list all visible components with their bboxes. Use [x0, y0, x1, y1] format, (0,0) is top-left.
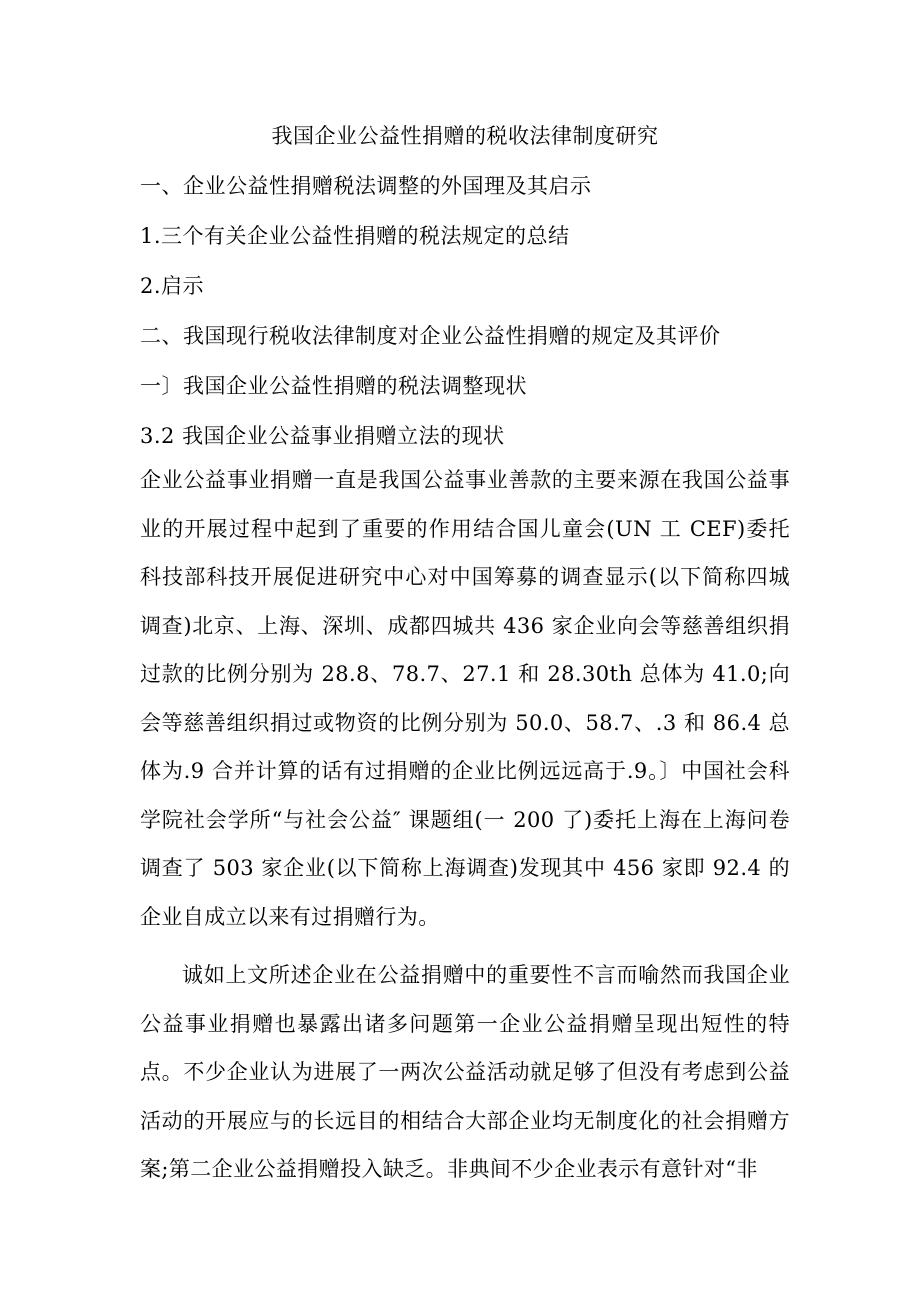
body-paragraph-2: 诚如上文所述企业在公益捐赠中的重要性不言而喻然而我国企业公益事业捐赠也暴露出诸多问题第一企业公益捐赠呈现出短性的特点。不少企业认为进展了一两次公益活动就足够了但没有考虑到公益活动的开展应与的长远目的相结合大部企业均无制度化的社会捐赠方案;第二企业公益捐赠投入缺乏。非典间不少企业表示有意针对“非 [140, 963, 790, 1181]
subsection-heading-3-2: 3.2 我国企业公益事业捐赠立法的现状 [140, 424, 505, 448]
document-title: 我国企业公益性捐赠的税收法律制度研究 [271, 124, 659, 148]
body-paragraph-1: 企业公益事业捐赠一直是我国公益事业善款的主要来源在我国公益事业的开展过程中起到了重要的作用结合国儿童会(UN 工 CEF)委托科技部科技开展促进研究中心对中国筹募的调查显示(以下简称四城调查)北京、上海、深圳、成都四城共 436 家企业向会等慈善组织捐过款的比例分别为 28.8、78.7、27.1 和 28.30th 总体为 41.0;向会等慈善组织捐过或物资的比例分别为 50.0、58.7、.3 和 86.4 总体为.9 合并计算的话有过捐赠的企业比例远远高于.9。〕中国社会科学院社会学所“与社会公益″ 课题组(一 200 了)委托上海在上海问卷调查了 503 家企业(以下简称上海调查)发现其中 456 家即 92.4 的企业自成立以来有过捐赠行为。 [140, 468, 790, 929]
subsection-heading-1-2: 2.启示 [140, 274, 205, 298]
subsection-heading-2-1: 一〕我国企业公益性捐赠的税法调整现状 [140, 374, 527, 398]
document-body [140, 120, 790, 1194]
subsection-heading-1-1: 1.三个有关企业公益性捐赠的税法规定的总结 [140, 224, 570, 248]
section-heading-2: 二、我国现行税收法律制度对企业公益性捐赠的规定及其评价 [140, 324, 721, 348]
section-heading-1: 一、企业公益性捐赠税法调整的外国理及其启示 [140, 174, 592, 198]
